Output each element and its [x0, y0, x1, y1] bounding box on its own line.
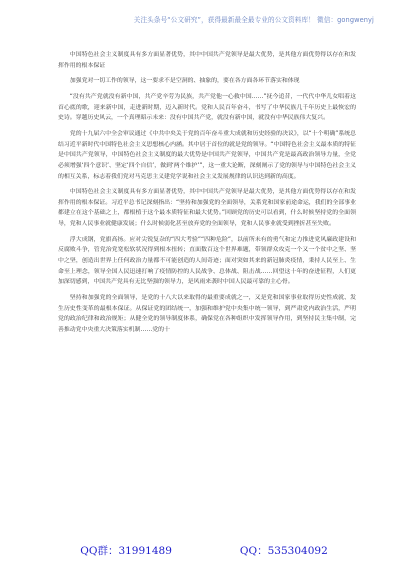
document-body	[58, 50, 356, 341]
paragraph: 中国特色社会主义制度具有多方面显著优势，其中中国共产党领导是最大优势，是其他方面优势得以存在和发挥作用的根本保证。习近平总书记深刻指出：“坚持和加强党的全面领导，关系党和国家前途命运，我们的全部事业都建立在这个基础之上，都根植于这个最本质特征和最大优势。”回顾党的历史可以看到，什么时候坚持党的全面领导，党和人民事业就健康发展；什么时候弱化甚至放弃党的全面领导，党和人民事业就受到挫折甚至失败。	[58, 189, 356, 228]
paragraph: 中国特色社会主义制度具有多方面显著优势，其中中国共产党领导是最大优势，是其他方面优势得以存在和发挥作用的根本保证	[58, 52, 356, 69]
paragraph: “没有共产党就没有新中国，共产党辛劳为民族，共产党他一心救中国……”抚今追昔，一代代中华儿女唱着这首心底的歌，迎来新中国，走进新时期，迈入新时代。党和人民百年奋斗，书写了中华民族几千年历史上最恢宏的史诗。穿越历史风云，一个真理昭示未来：没有中国共产党，就没有新中国，就没有中华民族伟大复兴。	[58, 94, 356, 122]
header-banner: 关注头条号“公文研究”，获得最新最全最专业的公文资料库！ 微信：gongwenyj	[133, 16, 374, 24]
qq-number: QQ：535304092	[239, 545, 328, 557]
qq-group-number: QQ群：31991489	[80, 545, 172, 557]
footer-contact	[0, 543, 408, 558]
paragraph: 加强党对一切工作的领导，这一要求不是空洞的、抽象的，要在各方面各环节落实和体现	[69, 78, 300, 85]
paragraph: 坚持和加强党的全面领导，是党的十八大以来取得的最重要成就之一，又是党和国家事业取得历史性成就、发生历史性变革的最根本保证。从保证党的团结统一，加强和维护党中央集中统一领导，到严肃党内政治生活，严明党的政治纪律和政治规矩；从健全党的领导制度体系，确保党在各种组织中发挥领导作用，到坚持民主集中制，完善推动党中央重大决策落实机制……党的十	[58, 295, 356, 333]
paragraph: 浮大成钢，党旗高扬。应对尖锐复杂的“四大考验”“四种危险”，以前所未有的勇气和定力推进党风廉政建设和反腐败斗争，管党治党宽松软状况得到根本扭转；直面数百这个世界难题，带领群众攻克一个又一个贫中之坚、坚中之坚，创造出世界上任何政治力量都不可能创造的人间奇迹；面对突如其来的新冠肺炎疫情，秉持人民至上、生命至上理念，领导全国人民迅速打响了疫情防控的人民战争、总体战、阻击战……回望这十年的奋进征程，人们更加深切感到，中国共产党具有无比坚强的领导力，是风雨来袭时中国人民最可靠的主心骨。	[58, 236, 356, 286]
paragraph: 党的十九届六中全会审议通过《中共中央关于党的百年奋斗重大成就和历史经验的决议》，以“十个明确”系统总结习近平新时代中国特色社会主义思想核心内涵。其中居于首位的就是党的领导。“中国特色社会主义最本质的特征是中国共产党领导，中国特色社会主义制度的最大优势是中国共产党领导，中国共产党是最高政治领导力量，全党必须增强‘四个意识’、坚定‘四个自信’，做到‘两个维护’”，这一重大论断，深刻阐示了党的领导与中国特色社会主义的相互关系，标志着我们党对马克思主义建党学说和社会主义发展规律的认识达到新的高度。	[58, 131, 356, 180]
